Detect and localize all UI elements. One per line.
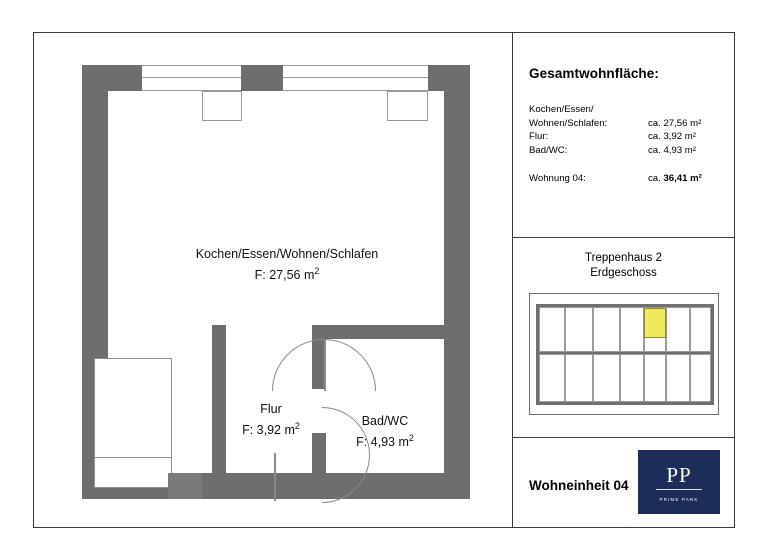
area-total-key: Wohnung 04: <box>529 173 586 184</box>
window-left <box>142 65 241 91</box>
room-area-flur: F: 3,92 $m^2$ <box>242 421 300 438</box>
area-row <box>529 117 718 131</box>
key-plan-wall-right <box>711 304 714 405</box>
area-row-value: ca. 3,92 m² <box>648 131 696 142</box>
room-area-bath: F: 4,93 $m^2$ <box>356 433 414 450</box>
key-plan-unit <box>620 354 644 402</box>
area-row-value <box>648 103 718 117</box>
area-row <box>529 144 718 158</box>
door-opening-bottom <box>168 473 202 499</box>
door-leaf-bath <box>324 339 326 391</box>
wall-partition-left <box>212 325 226 473</box>
room-name-bath: Bad/WC <box>361 414 409 428</box>
key-plan-unit <box>644 354 666 402</box>
logo-initials: PP <box>666 463 692 487</box>
area-row-key: Bad/WC: <box>529 144 568 156</box>
key-plan-unit <box>593 354 620 402</box>
prime-park-logo <box>638 450 720 514</box>
area-row-key: Wohnen/Schlafen: <box>529 117 608 129</box>
key-plan-unit <box>593 307 620 352</box>
area-row-key: Flur: <box>529 131 549 142</box>
logo-divider <box>656 489 702 490</box>
key-plan-unit <box>539 307 565 352</box>
window-right-sash <box>283 77 428 78</box>
area-schedule <box>513 33 734 237</box>
window-right-reveal <box>387 91 428 121</box>
area-row-key: Kochen/Essen/ <box>529 104 594 115</box>
key-plan-unit <box>539 354 565 402</box>
room-label-main <box>137 246 437 284</box>
key-plan-wall-bottom <box>536 402 714 405</box>
room-name-flur: Flur <box>260 402 282 416</box>
unit-title: Wohneinheit 04 <box>529 478 629 493</box>
area-total-row <box>529 172 718 186</box>
room-area-main: F: 27,56 $m^2$ <box>254 266 320 283</box>
key-plan-unit <box>565 354 593 402</box>
window-left-reveal <box>202 91 242 121</box>
area-row <box>529 130 718 144</box>
area-total-value: ca. 36,41 m² <box>648 173 702 184</box>
area-row <box>529 103 718 117</box>
wall-right <box>444 65 470 499</box>
wall-partition-bath-top <box>312 325 444 339</box>
door-leaf-entry <box>274 453 276 501</box>
window-left-sash <box>142 77 241 78</box>
key-plan-unit <box>690 354 711 402</box>
window-right <box>283 65 428 91</box>
key-plan-highlight-unit-04 <box>644 308 666 338</box>
info-column <box>512 33 734 527</box>
area-row-value: ca. 27,56 m² <box>648 117 702 129</box>
wall-top-mid <box>241 65 283 91</box>
key-plan-unit <box>620 307 644 352</box>
key-plan-unit <box>666 307 690 352</box>
key-plan <box>513 237 734 437</box>
key-plan-diagram <box>529 293 719 415</box>
key-plan-unit <box>565 307 593 352</box>
floor-plan-sheet <box>33 32 735 528</box>
area-schedule-title: Gesamtwohnfläche: <box>529 66 659 81</box>
room-name-main: Kochen/Essen/Wohnen/Schlafen <box>195 247 379 261</box>
key-plan-unit <box>690 307 711 352</box>
title-block <box>513 437 734 527</box>
floor-plan-drawing <box>34 33 512 527</box>
key-plan-title-line2: Erdgeschoss <box>590 267 657 279</box>
room-label-bath <box>326 413 444 451</box>
terrace-inner-outline <box>94 358 172 458</box>
key-plan-title-line1: Treppenhaus 2 <box>585 252 662 264</box>
area-row-value: ca. 4,93 m² <box>648 144 696 156</box>
key-plan-unit <box>666 354 690 402</box>
room-label-flur <box>216 401 326 439</box>
logo-wordmark: PRIME PARK <box>659 497 699 502</box>
